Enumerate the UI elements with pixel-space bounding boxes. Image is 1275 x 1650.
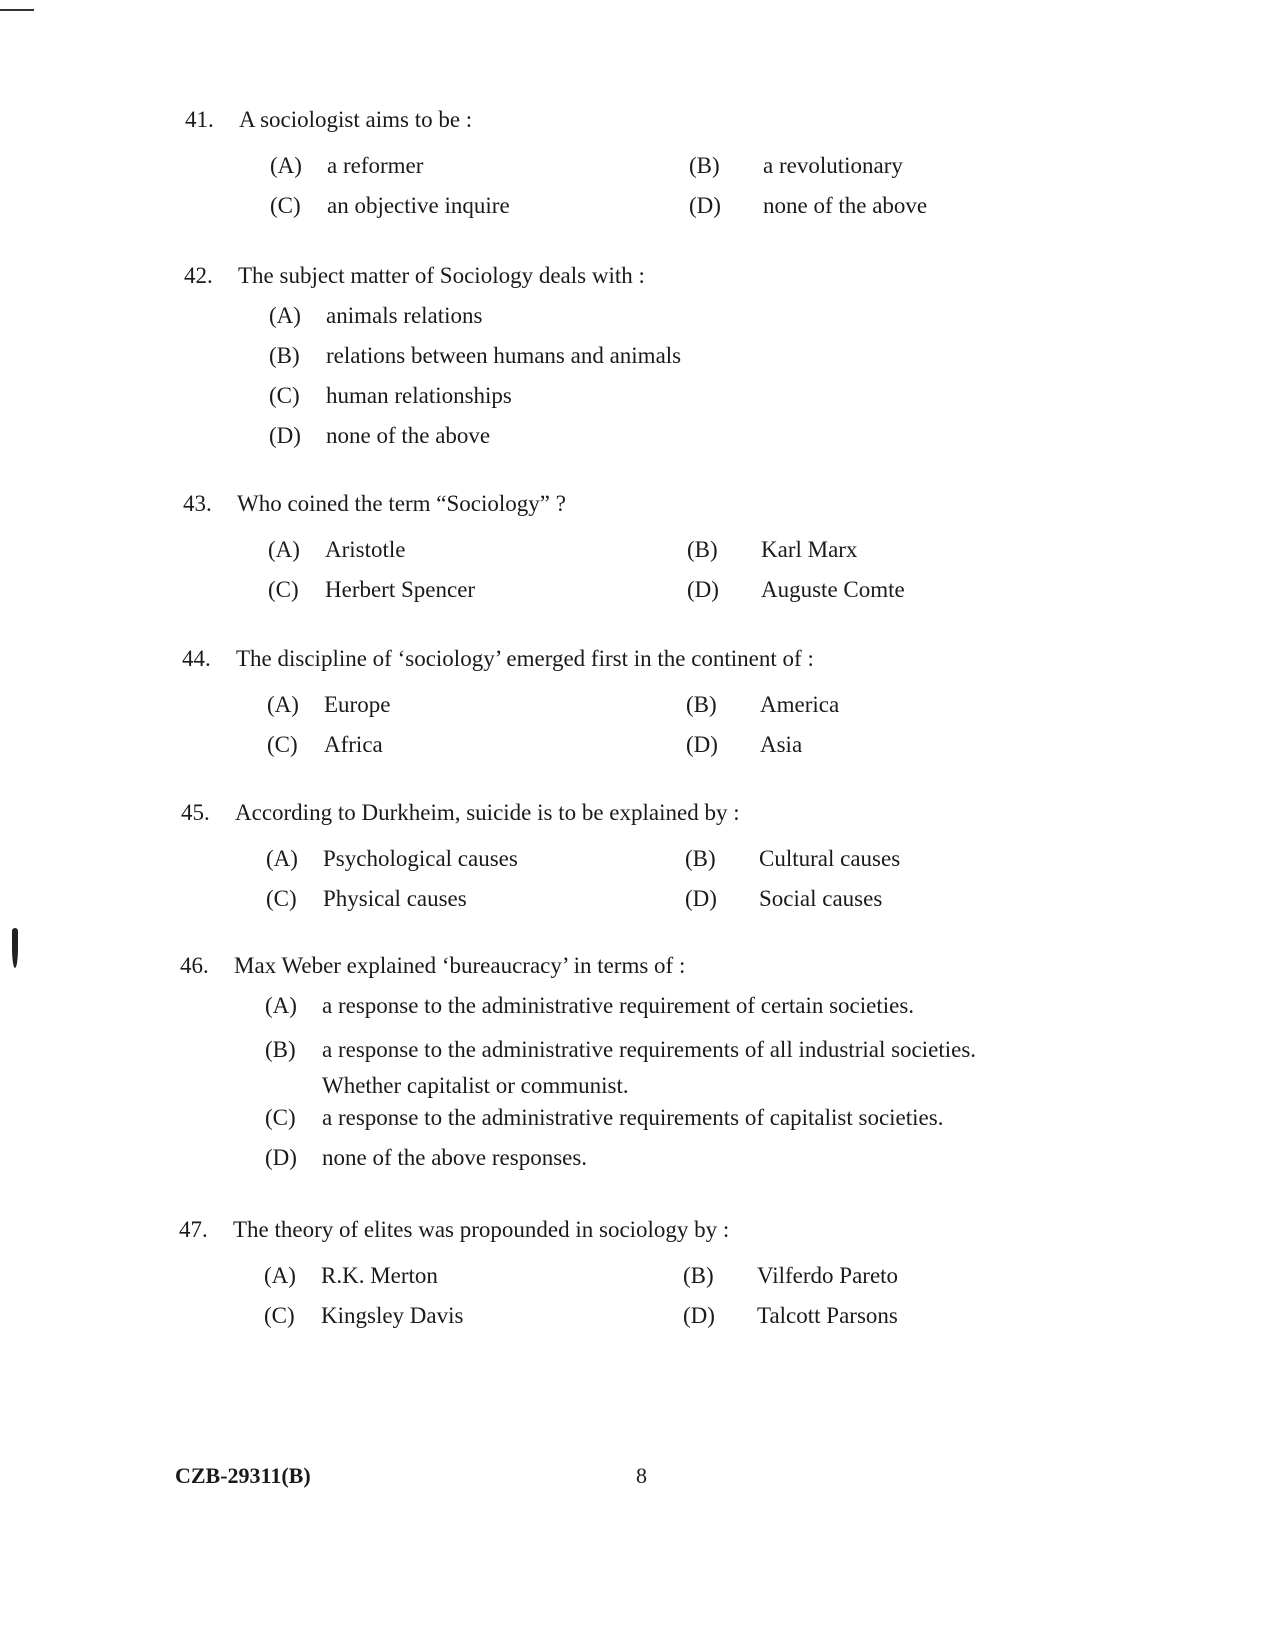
option-letter: (A) — [266, 846, 298, 871]
option-text: Cultural causes — [759, 846, 901, 871]
option-text: a response to the administrative requirement of certain societies. — [322, 993, 915, 1018]
option-letter: (C) — [264, 1303, 295, 1328]
option-letter: (C) — [265, 1105, 296, 1130]
option-letter: (D) — [686, 732, 718, 757]
question-text: The theory of elites was propounded in sociology by : — [233, 1217, 730, 1242]
option-letter: (D) — [683, 1303, 715, 1328]
option-letter: (B) — [269, 343, 300, 368]
option-letter: (D) — [689, 193, 721, 218]
question-number: 43. — [183, 491, 212, 516]
options — [268, 530, 1061, 610]
option — [265, 1104, 1002, 1144]
option — [265, 1032, 1002, 1104]
option-text: none of the above responses. — [322, 1145, 588, 1170]
question-text: According to Durkheim, suicide is to be explained by : — [235, 800, 740, 825]
option-letter: (B) — [687, 537, 718, 562]
option-letter: (C) — [269, 383, 300, 408]
option-letter: (D) — [269, 423, 301, 448]
question-44 — [182, 645, 1060, 765]
option-text: human relationships — [326, 383, 512, 408]
top-margin-dash — [0, 9, 34, 11]
page-number: 8 — [636, 1463, 647, 1488]
option-letter: (C) — [268, 577, 299, 602]
option-letter: (A) — [268, 537, 300, 562]
options — [270, 146, 1063, 226]
option-letter: (B) — [689, 153, 720, 178]
question-number: 47. — [179, 1217, 208, 1242]
option-text: none of the above — [763, 193, 928, 218]
option — [269, 422, 681, 462]
question-text: The subject matter of Sociology deals with : — [238, 263, 645, 288]
option-letter: (D) — [685, 886, 717, 911]
paper-code: CZB-29311(B) — [175, 1463, 311, 1488]
option-text: none of the above — [326, 423, 491, 448]
question-number: 46. — [180, 953, 209, 978]
question-42 — [184, 262, 681, 462]
question-46 — [180, 952, 1002, 1184]
question-number: 41. — [185, 107, 214, 132]
option — [265, 1144, 1002, 1184]
option-text: R.K. Merton — [321, 1263, 438, 1288]
option-letter: (A) — [269, 303, 301, 328]
option-text: an objective inquire — [327, 193, 510, 218]
option-text: animals relations — [326, 303, 483, 328]
option-text: Europe — [324, 692, 391, 717]
binding-mark — [12, 928, 18, 968]
option-text: Vilferdo Pareto — [757, 1263, 899, 1288]
option-text: Aristotle — [325, 537, 406, 562]
question-41 — [185, 106, 1063, 226]
options — [265, 992, 1002, 1184]
question-text: The discipline of ‘sociology’ emerged first in the continent of : — [236, 646, 814, 671]
option-text: Herbert Spencer — [325, 577, 476, 602]
option-text: Asia — [760, 732, 803, 757]
option-text: Karl Marx — [761, 537, 858, 562]
option-letter: (A) — [265, 993, 297, 1018]
option-text: Social causes — [759, 886, 883, 911]
option-text: America — [760, 692, 840, 717]
option-letter: (B) — [685, 846, 716, 871]
option-text: Auguste Comte — [761, 577, 905, 602]
option-letter: (A) — [267, 692, 299, 717]
option-letter: (B) — [683, 1263, 714, 1288]
option-letter: (A) — [270, 153, 302, 178]
option — [265, 992, 1002, 1032]
question-text: Who coined the term “Sociology” ? — [237, 491, 566, 516]
option-text: relations between humans and animals — [326, 343, 682, 368]
question-number: 44. — [182, 646, 211, 671]
option-text: Talcott Parsons — [757, 1303, 898, 1328]
question-number: 42. — [184, 263, 213, 288]
question-47 — [179, 1216, 1057, 1336]
option-letter: (C) — [270, 193, 301, 218]
option-text: a reformer — [327, 153, 424, 178]
question-number: 45. — [181, 800, 210, 825]
options — [267, 685, 1060, 765]
option-letter: (D) — [687, 577, 719, 602]
option-text: Kingsley Davis — [321, 1303, 464, 1328]
question-text: A sociologist aims to be : — [239, 107, 473, 132]
option-letter: (A) — [264, 1263, 296, 1288]
option-text: a response to the administrative requirements of all industrial societies. Whether capitalist or communist. — [322, 1037, 977, 1098]
question-43 — [183, 490, 1061, 610]
option-text: Physical causes — [323, 886, 467, 911]
option-letter: (B) — [265, 1037, 296, 1062]
question-45 — [181, 799, 1059, 919]
options — [264, 1256, 1057, 1336]
options — [266, 839, 1059, 919]
option-text: Psychological causes — [323, 846, 518, 871]
option — [269, 302, 681, 342]
option — [269, 342, 681, 382]
options — [269, 302, 681, 462]
option-text: a revolutionary — [763, 153, 903, 178]
option-text: a response to the administrative requirements of capitalist societies. — [322, 1105, 944, 1130]
option-letter: (B) — [686, 692, 717, 717]
option-letter: (C) — [266, 886, 297, 911]
option-letter: (C) — [267, 732, 298, 757]
option — [269, 382, 681, 422]
option-letter: (D) — [265, 1145, 297, 1170]
question-text: Max Weber explained ‘bureaucracy’ in terms of : — [234, 953, 686, 978]
option-text: Africa — [324, 732, 383, 757]
